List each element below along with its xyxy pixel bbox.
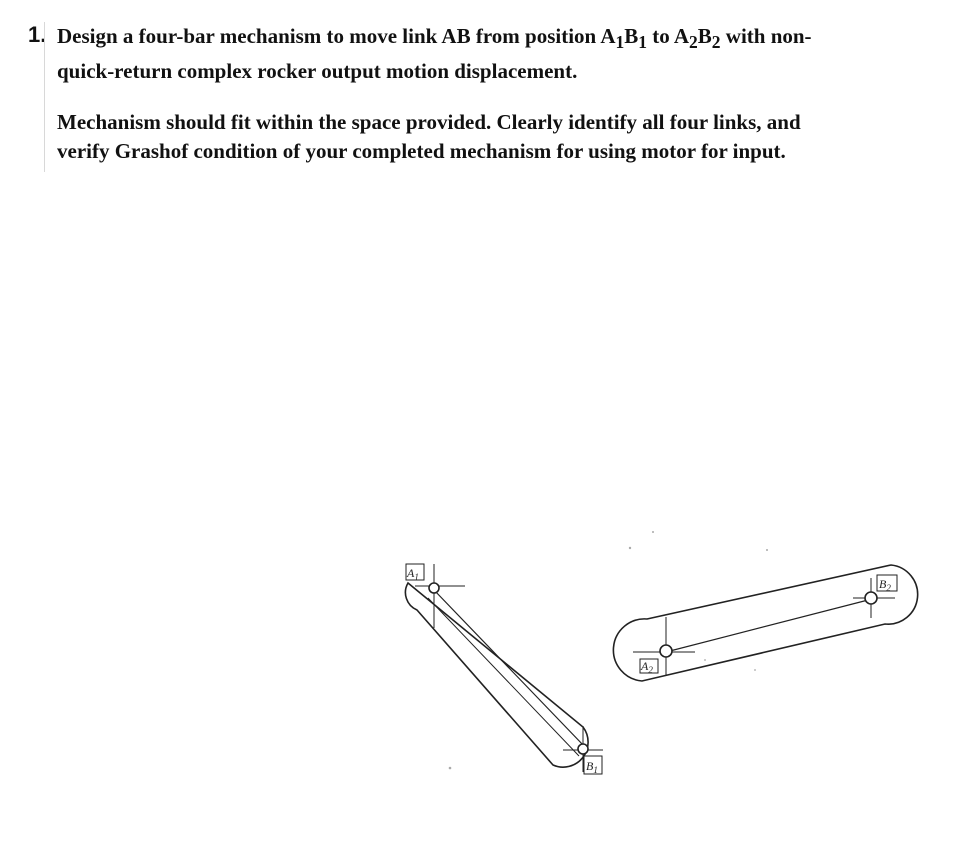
link-a1b1 (405, 564, 603, 774)
figure-svg (55, 520, 955, 810)
scan-specks (449, 531, 768, 769)
link-a2b2-outline (613, 565, 917, 681)
label-a2: $A_2$ (641, 659, 653, 675)
joint-a1 (429, 583, 439, 593)
question-line-2: quick-return complex rocker output motion displacement. (57, 59, 578, 84)
line1-post: with non- (720, 24, 812, 48)
link-a1b1-outline (405, 583, 588, 767)
mechanism-figure (55, 520, 955, 810)
question-line-3: Mechanism should fit within the space provided. Clearly identify all four links, and (57, 110, 801, 135)
pos-a1: $A_1B_1$ (600, 24, 647, 53)
line1-pre: Design a four-bar mechanism to move link AB from position (57, 24, 601, 48)
question-line-4: verify Grashof condition of your completed mechanism for using motor for input. (57, 139, 786, 164)
link-a2b2 (613, 565, 917, 681)
joint-b2 (865, 592, 877, 604)
question-line-1: Design a four-bar mechanism to move link AB from position $A_1B_1$ to $A_2B_2$ with non- (57, 24, 812, 53)
joint-b1 (578, 744, 588, 754)
label-a1: $A_1$ (407, 566, 419, 582)
label-b2: $B_2$ (879, 577, 891, 593)
pos-a2: $A_2B_2$ (673, 24, 721, 53)
question-text (44, 22, 957, 172)
question-number: 1. (28, 22, 47, 47)
joint-a2 (660, 645, 672, 657)
label-b1: $B_1$ (586, 759, 598, 775)
